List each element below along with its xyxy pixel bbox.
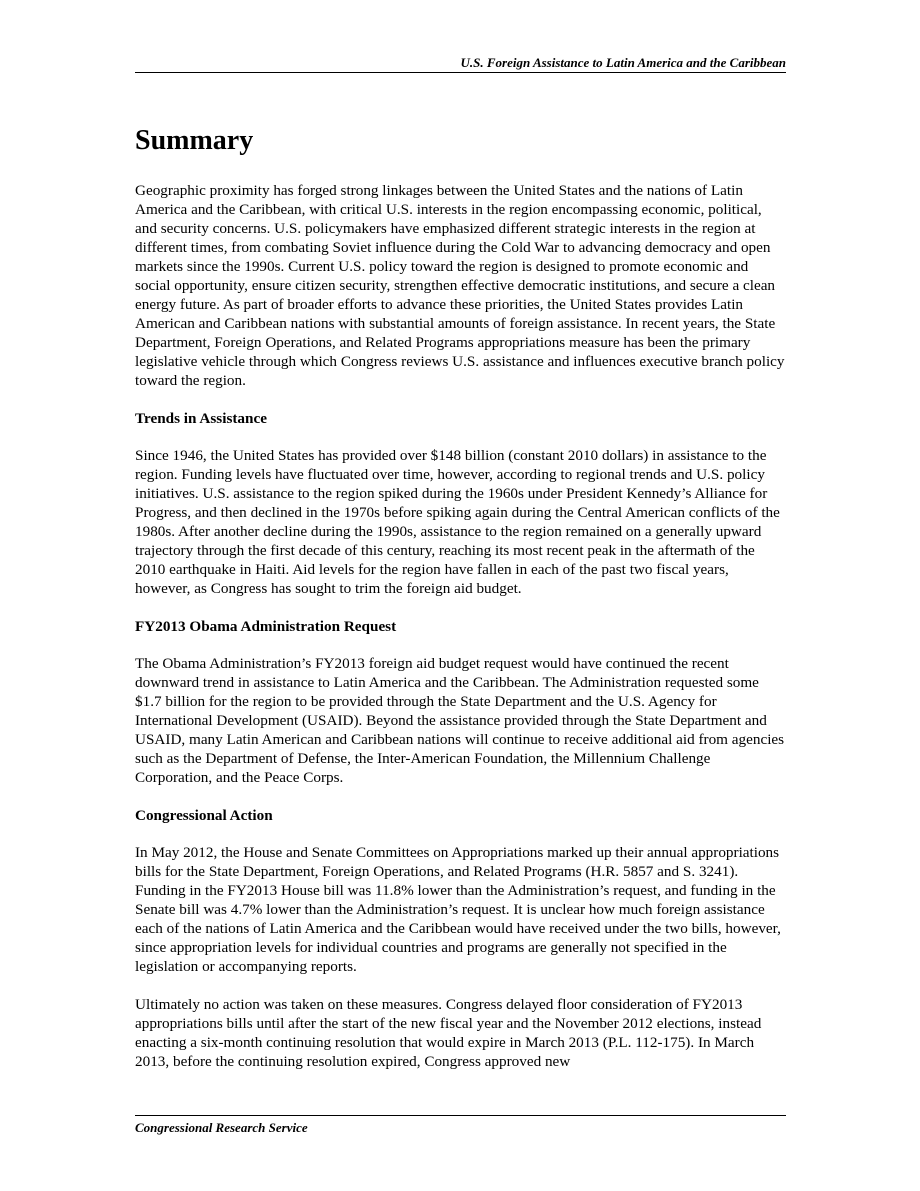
section-heading-trends: Trends in Assistance — [135, 410, 267, 427]
section-heading-congressional-action: Congressional Action — [135, 807, 273, 824]
fy2013-request-paragraph: The Obama Administration’s FY2013 foreign aid budget request would have continued the recent downward trend in assistance to Latin America and the Caribbean. The Administration requested some $1.7 billion for the region to be provided through the State Department and the U.S. Agency for International Development (USAID). Beyond the assistance provided through the State Department and USAID, many Latin American and Caribbean nations will continue to receive additional aid from agencies such as the Department of Defense, the Inter-American Foundation, the Millennium Challenge Corporation, and the Peace Corps. — [135, 655, 785, 786]
section-heading-fy2013-request: FY2013 Obama Administration Request — [135, 618, 397, 635]
footer-rule — [135, 1115, 786, 1116]
congressional-action-paragraph-1: In May 2012, the House and Senate Committees on Appropriations marked up their annual appropriations bills for the State Department, Foreign Operations, and Related Programs (H.R. 5857 and S. 3241). Funding in the FY2013 House bill was 11.8% lower than the Administration’s request, and funding in the Senate bill was 4.7% lower than the Administration’s request. It is unclear how much foreign assistance each of the nations of Latin America and the Caribbean would have received under the two bills, however, since appropriation levels for individual countries and programs are generally not specified in the legislation or accompanying reports. — [135, 844, 781, 975]
running-header: U.S. Foreign Assistance to Latin America and the Caribbean — [460, 55, 786, 70]
main-content — [135, 122, 787, 1090]
running-footer: Congressional Research Service — [135, 1120, 308, 1135]
congressional-action-paragraph-2: Ultimately no action was taken on these measures. Congress delayed floor consideration of FY2013 appropriations bills until after the start of the new fiscal year and the November 2012 elections, instead enacting a six-month continuing resolution that would expire in March 2013 (P.L. 112-175). In March 2013, before the continuing resolution expired, Congress approved new — [135, 996, 762, 1070]
page-title: Summary — [135, 125, 254, 156]
header-rule — [135, 72, 786, 73]
intro-paragraph: Geographic proximity has forged strong linkages between the United States and the nations of Latin America and the Caribbean, with critical U.S. interests in the region encompassing economic, political, and security concerns. U.S. policymakers have emphasized different strategic interests in the region at different times, from combating Soviet influence during the Cold War to advancing democracy and open markets since the 1990s. Current U.S. policy toward the region is designed to promote economic and social opportunity, ensure citizen security, strengthen effective democratic institutions, and secure a clean energy future. As part of broader efforts to advance these priorities, the United States provides Latin American and Caribbean nations with substantial amounts of foreign assistance. In recent years, the State Department, Foreign Operations, and Related Programs appropriations measure has been the primary legislative vehicle through which Congress reviews U.S. assistance and influences executive branch policy toward the region. — [135, 182, 785, 389]
trends-paragraph: Since 1946, the United States has provided over $148 billion (constant 2010 dollars) in assistance to the region. Funding levels have fluctuated over time, however, according to regional trends and U.S. policy initiatives. U.S. assistance to the region spiked during the 1960s under President Kennedy’s Alliance for Progress, and then declined in the 1970s before spiking again during the Central American conflicts of the 1980s. After another decline during the 1990s, assistance to the region remained on a generally upward trajectory through the first decade of this century, reaching its most recent peak in the aftermath of the 2010 earthquake in Haiti. Aid levels for the region have fallen in each of the past two fiscal years, however, as Congress has sought to trim the foreign aid budget. — [135, 447, 780, 597]
